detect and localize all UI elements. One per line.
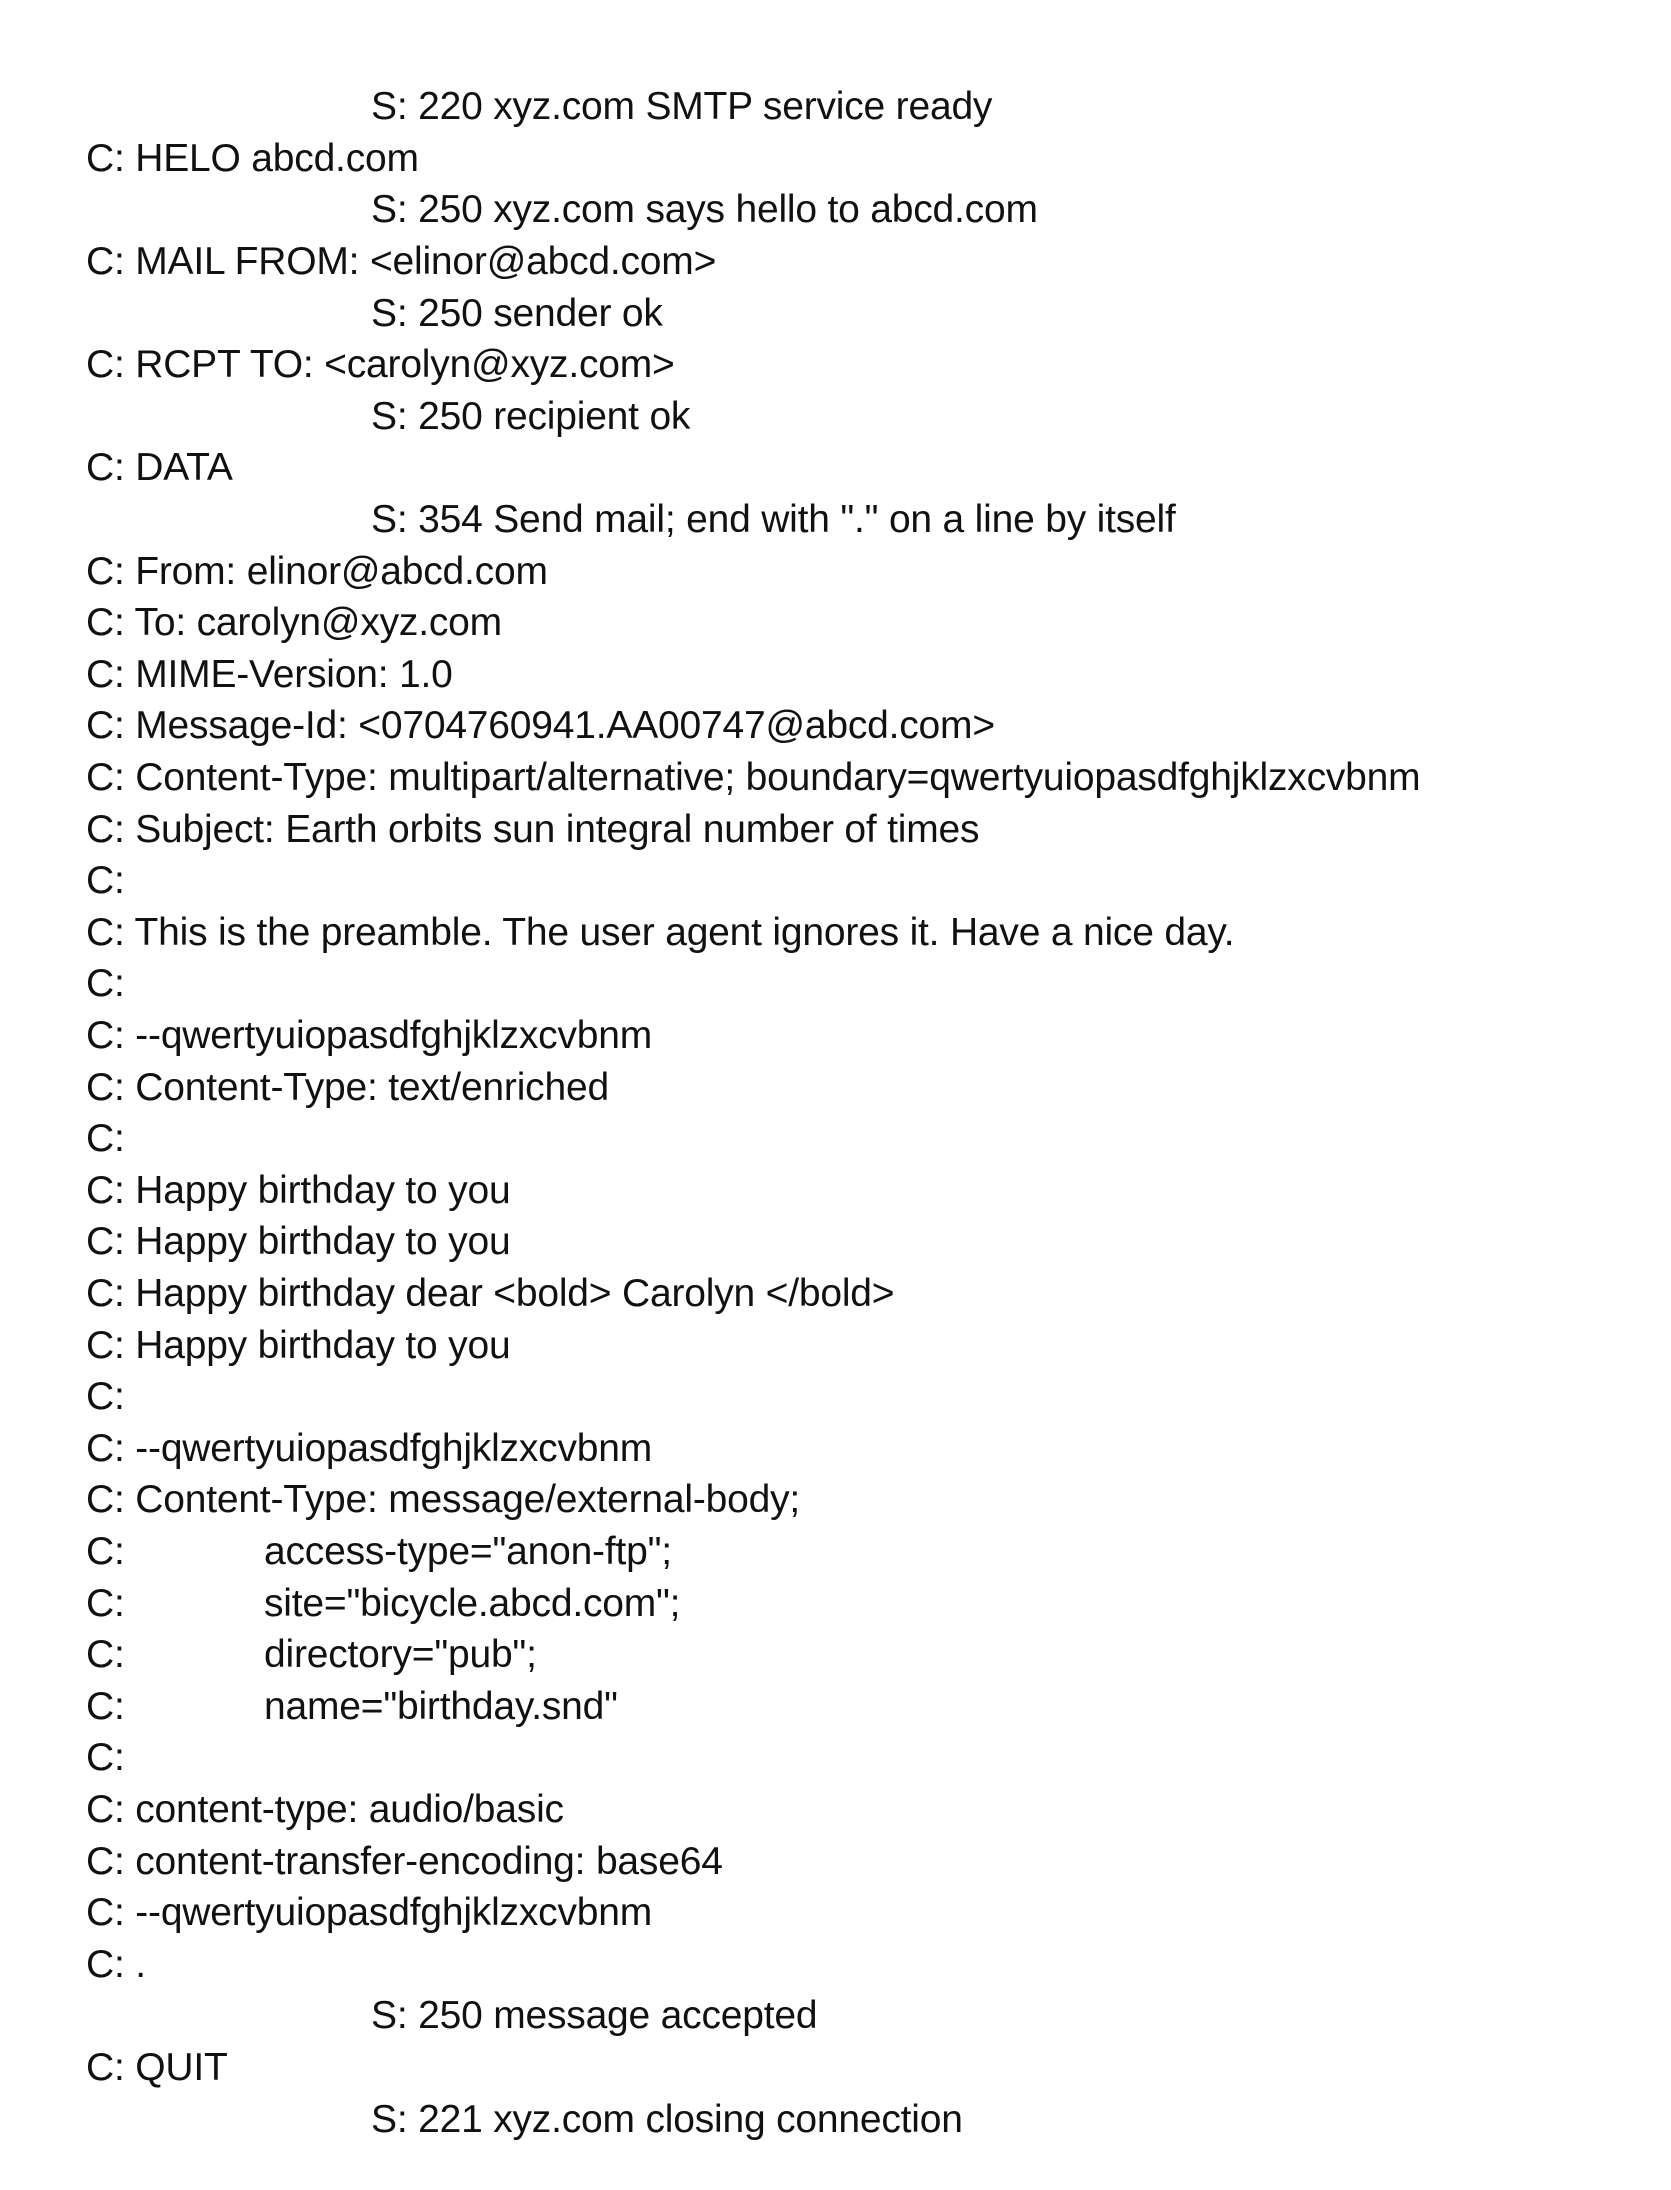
client-line (86, 1836, 723, 1888)
line-prefix: S: (371, 498, 408, 541)
client-line (86, 752, 1420, 804)
client-line (86, 958, 125, 1010)
client-line (86, 1732, 125, 1784)
client-line (86, 236, 716, 288)
client-line (86, 855, 125, 907)
line-prefix: S: (371, 394, 408, 438)
line-prefix: C: (86, 704, 125, 748)
line-prefix: C: (86, 1942, 125, 1986)
line-text: 250 recipient ok (407, 394, 691, 438)
line-prefix: C: (86, 1220, 125, 1264)
client-line (86, 1784, 564, 1836)
line-text: . (124, 1942, 146, 1986)
line-text: This is the preamble. The user agent ignores it. Have a nice day. (124, 910, 1235, 954)
client-line (86, 804, 979, 856)
line-prefix: C: (86, 1426, 125, 1470)
client-line (86, 1474, 800, 1526)
line-prefix: C: (86, 1323, 125, 1367)
line-prefix: C: (86, 343, 125, 387)
client-line (86, 1320, 510, 1372)
line-prefix: C: (86, 1684, 125, 1728)
client-line (86, 442, 233, 494)
line-text: site="bicycle.abcd.com"; (264, 1581, 681, 1625)
line-prefix: C: (86, 1891, 125, 1935)
line-prefix: C: (86, 1375, 125, 1419)
client-line (86, 546, 548, 598)
client-line (86, 597, 502, 649)
line-prefix: C: (86, 136, 125, 180)
client-line (86, 700, 995, 752)
client-line (86, 907, 1234, 959)
line-prefix: C: (86, 807, 125, 851)
line-text: 250 message accepted (407, 1994, 818, 2038)
line-text: 250 sender ok (407, 291, 663, 335)
line-text: --qwertyuiopasdfghjklzxcvbnm (124, 1014, 653, 1057)
line-text: 221 xyz.com closing connection (407, 2097, 963, 2141)
line-prefix: C: (86, 1065, 125, 1109)
client-line (86, 1268, 894, 1320)
line-text: From: elinor@abcd.com (124, 549, 548, 593)
line-text: HELO abcd.com (124, 136, 419, 180)
client-line (86, 1578, 680, 1630)
line-text: MIME-Version: 1.0 (124, 652, 453, 696)
line-prefix: S: (371, 85, 408, 129)
line-prefix: C: (86, 1014, 125, 1057)
client-line (86, 1629, 537, 1681)
line-text: Happy birthday dear <bold> Carolyn </bold> (124, 1272, 895, 1315)
line-prefix: C: (86, 2046, 125, 2089)
line-prefix: C: (86, 1478, 125, 1522)
client-line (86, 1165, 510, 1217)
line-text: Happy birthday to you (124, 1323, 511, 1367)
line-text: directory="pub"; (264, 1633, 537, 1677)
line-text: Message-Id: <0704760941.AA00747@abcd.com> (124, 704, 995, 748)
line-prefix: C: (86, 1788, 125, 1831)
line-text: content-type: audio/basic (124, 1788, 564, 1831)
line-text: --qwertyuiopasdfghjklzxcvbnm (124, 1426, 653, 1470)
line-text: RCPT TO: <carolyn@xyz.com> (124, 343, 675, 387)
line-text: Content-Type: message/external-body; (124, 1478, 801, 1522)
line-text: DATA (124, 446, 233, 490)
line-prefix: C: (86, 240, 125, 283)
line-prefix: C: (86, 601, 125, 645)
line-prefix: C: (86, 1530, 125, 1573)
line-text: Happy birthday to you (124, 1220, 511, 1264)
server-line (371, 81, 992, 133)
client-line (86, 1113, 125, 1165)
line-prefix: C: (86, 1272, 125, 1315)
line-prefix: C: (86, 1581, 125, 1625)
line-text: access-type="anon-ftp"; (264, 1530, 672, 1573)
client-line (86, 2042, 228, 2094)
line-prefix: S: (371, 2097, 408, 2141)
line-prefix: C: (86, 446, 125, 490)
line-text: To: carolyn@xyz.com (124, 601, 502, 645)
line-text: 250 xyz.com says hello to abcd.com (407, 188, 1038, 232)
line-prefix: C: (86, 1736, 125, 1780)
line-prefix: C: (86, 549, 125, 593)
line-text: name="birthday.snd" (264, 1684, 618, 1728)
line-text: Happy birthday to you (124, 1168, 511, 1212)
client-line (86, 1062, 609, 1114)
server-line (371, 2094, 963, 2146)
line-text: MAIL FROM: <elinor@abcd.com> (124, 240, 717, 283)
line-prefix: C: (86, 859, 125, 903)
server-line (371, 391, 690, 443)
line-text: Content-Type: text/enriched (124, 1065, 609, 1109)
client-line (86, 1371, 125, 1423)
server-line (371, 1990, 817, 2042)
line-prefix: C: (86, 910, 125, 954)
client-line (86, 1681, 618, 1733)
client-line (86, 1526, 672, 1578)
line-text: 354 Send mail; end with "." on a line by itself (407, 498, 1176, 541)
line-prefix: C: (86, 1839, 125, 1883)
client-line (86, 649, 453, 701)
line-prefix: C: (86, 1117, 125, 1161)
server-line (371, 288, 663, 340)
server-line (371, 184, 1038, 236)
client-line (86, 339, 675, 391)
client-line (86, 1010, 652, 1062)
line-prefix: S: (371, 291, 408, 335)
line-text: --qwertyuiopasdfghjklzxcvbnm (124, 1891, 653, 1935)
server-line (371, 494, 1176, 546)
line-text: Content-Type: multipart/alternative; boundary=qwertyuiopasdfghjklzxcvbnm (124, 756, 1421, 799)
line-prefix: S: (371, 1994, 408, 2038)
line-prefix: C: (86, 652, 125, 696)
line-text: QUIT (124, 2046, 228, 2089)
line-prefix: C: (86, 962, 125, 1006)
line-text: content-transfer-encoding: base64 (124, 1839, 723, 1883)
client-line (86, 1887, 652, 1939)
line-prefix: C: (86, 756, 125, 799)
line-text: 220 xyz.com SMTP service ready (407, 85, 993, 129)
client-line (86, 1423, 652, 1475)
line-prefix: S: (371, 188, 408, 232)
line-prefix: C: (86, 1168, 125, 1212)
line-prefix: C: (86, 1633, 125, 1677)
line-text: Subject: Earth orbits sun integral number of times (124, 807, 980, 851)
client-line (86, 1216, 510, 1268)
client-line (86, 1939, 146, 1991)
client-line (86, 133, 419, 185)
